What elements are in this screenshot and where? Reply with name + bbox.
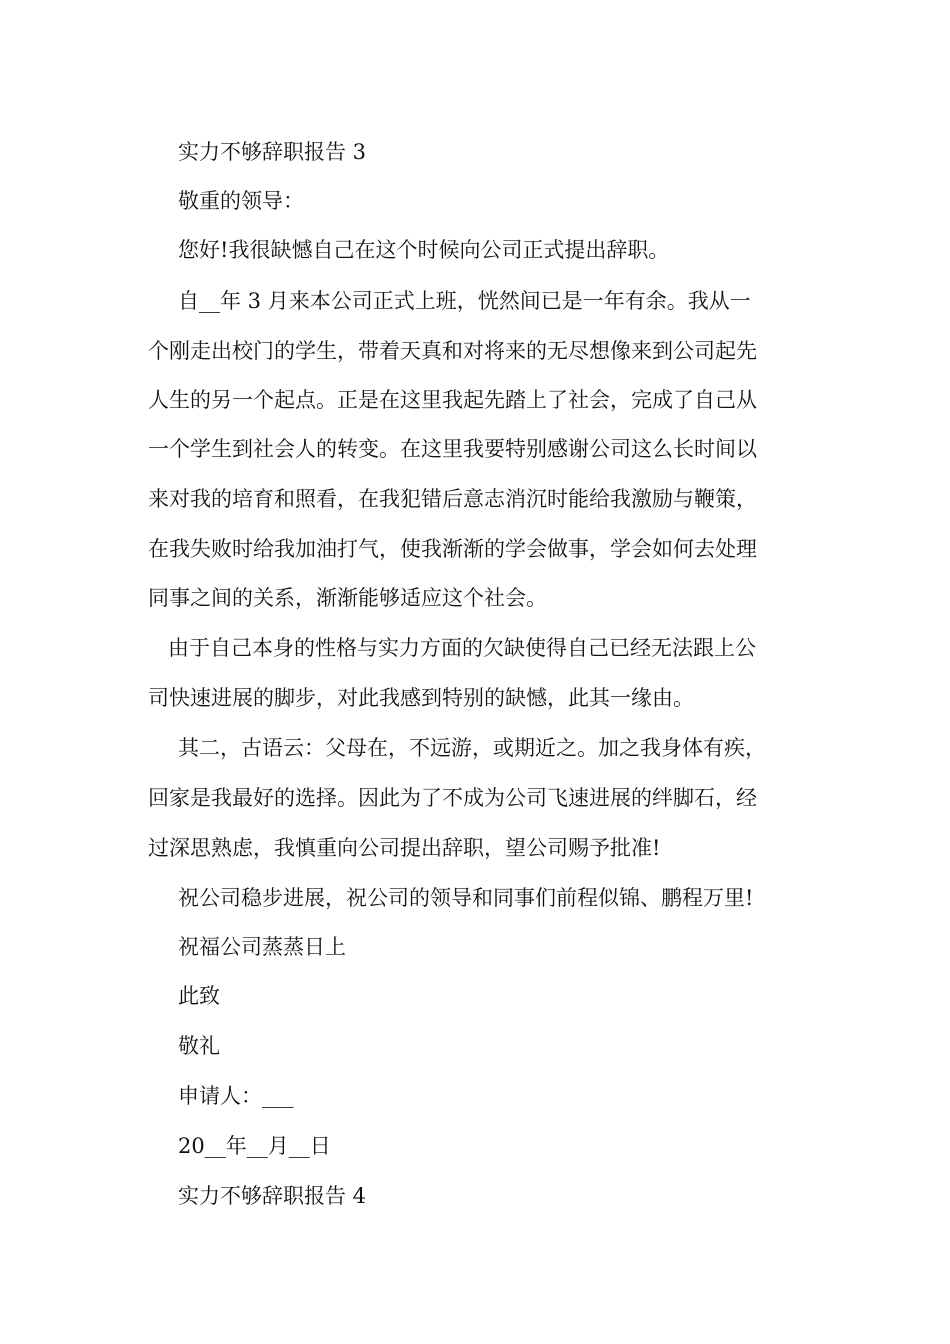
paragraph-1-line: 个刚走出校门的学生，带着天真和对将来的无尽想像来到公司起先 bbox=[148, 339, 757, 363]
blessing-line: 祝福公司蒸蒸日上 bbox=[178, 935, 346, 959]
paragraph-1-line: 同事之间的关系，渐渐能够适应这个社会。 bbox=[148, 586, 547, 610]
closing-cizhi: 此致 bbox=[178, 984, 220, 1008]
report-heading-3: 实力不够辞职报告 3 bbox=[178, 140, 367, 164]
paragraph-2-line: 由于自己本身的性格与实力方面的欠缺使得自己已经无法跟上公 bbox=[168, 636, 756, 660]
closing-jingli: 敬礼 bbox=[178, 1034, 220, 1058]
paragraph-1-line: 一个学生到社会人的转变。在这里我要特别感谢公司这么长时间以 bbox=[148, 437, 757, 461]
paragraph-1-line: 在我失败时给我加油打气，使我渐渐的学会做事，学会如何去处理 bbox=[148, 537, 757, 561]
paragraph-3-line: 其二，古语云：父母在，不远游，或期近之。加之我身体有疾， bbox=[178, 736, 766, 760]
date-line: 20__年__月__日 bbox=[178, 1134, 331, 1158]
paragraph-3-line: 回家是我最好的选择。因此为了不成为公司飞速进展的绊脚石，经 bbox=[148, 786, 757, 810]
greeting: 您好!我很缺憾自己在这个时候向公司正式提出辞职。 bbox=[178, 238, 670, 262]
paragraph-3-line: 过深思熟虑，我慎重向公司提出辞职，望公司赐予批准! bbox=[148, 836, 661, 860]
applicant-line: 申请人：___ bbox=[178, 1084, 294, 1108]
report-heading-4: 实力不够辞职报告 4 bbox=[178, 1184, 367, 1208]
paragraph-1-line: 来对我的培育和照看，在我犯错后意志消沉时能给我激励与鞭策， bbox=[148, 487, 757, 511]
paragraph-2-line: 司快速进展的脚步，对此我感到特别的缺憾，此其一缘由。 bbox=[148, 686, 694, 710]
salutation: 敬重的领导： bbox=[178, 189, 304, 213]
paragraph-1-line: 人生的另一个起点。正是在这里我起先踏上了社会，完成了自己从 bbox=[148, 388, 757, 412]
paragraph-1-line: 自__年 3 月来本公司正式上班，恍然间已是一年有余。我从一 bbox=[178, 289, 751, 313]
wish-line: 祝公司稳步进展，祝公司的领导和同事们前程似锦、鹏程万里! bbox=[178, 886, 754, 910]
